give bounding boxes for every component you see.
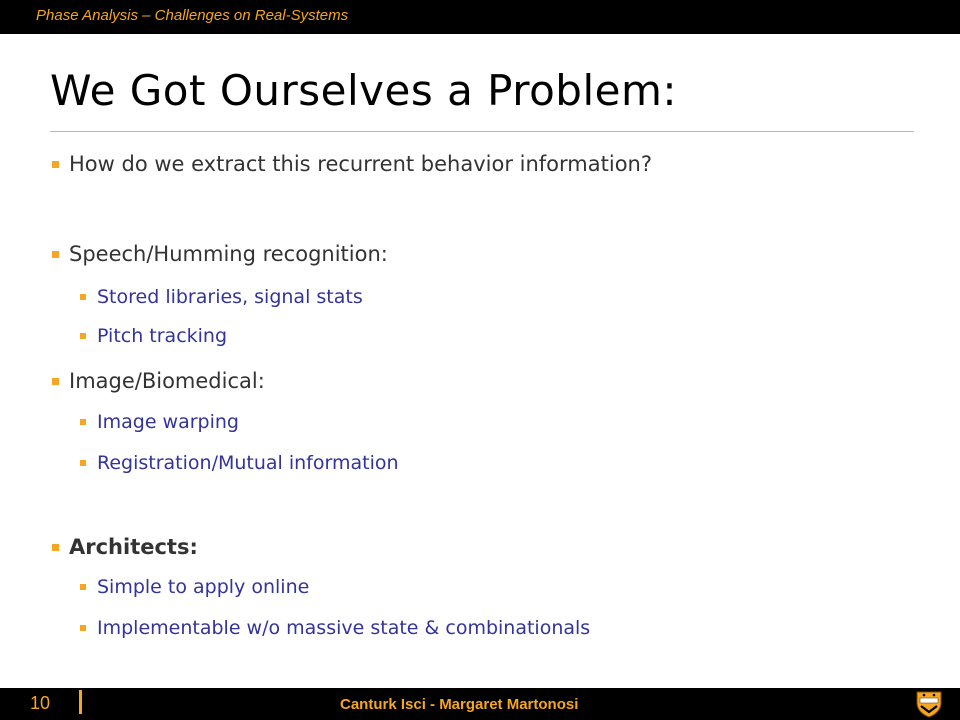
bullet-text: Architects: <box>69 535 198 559</box>
square-bullet-icon <box>80 460 86 466</box>
header-subtitle: Phase Analysis – Challenges on Real-Systems <box>36 7 349 24</box>
bullet-extract-question <box>52 152 652 176</box>
square-bullet-icon <box>80 584 86 590</box>
bullet-speech-recognition <box>52 242 388 266</box>
square-bullet-icon <box>80 294 86 300</box>
footer-authors: Canturk Isci - Margaret Martonosi <box>340 696 579 713</box>
sub-bullet-implementable <box>80 617 590 639</box>
square-bullet-icon <box>52 161 59 168</box>
sub-bullet-text: Simple to apply online <box>97 576 310 598</box>
bullet-image-biomedical <box>52 369 265 393</box>
sub-bullet-text: Pitch tracking <box>97 325 228 347</box>
square-bullet-icon <box>52 251 59 258</box>
square-bullet-icon <box>80 419 86 425</box>
sub-bullet-image-warping <box>80 411 239 433</box>
princeton-shield-icon <box>914 690 944 718</box>
sub-bullet-simple-online <box>80 576 309 598</box>
footer-bar <box>0 688 960 720</box>
sub-bullet-text: Image warping <box>97 411 239 433</box>
bullet-text: How do we extract this recurrent behavior information? <box>69 152 652 176</box>
square-bullet-icon <box>52 378 59 385</box>
title-divider <box>50 131 914 132</box>
sub-bullet-registration <box>80 452 399 474</box>
sub-bullet-text: Stored libraries, signal stats <box>97 286 363 308</box>
sub-bullet-text: Registration/Mutual information <box>97 452 399 474</box>
bullet-architects <box>52 535 198 559</box>
square-bullet-icon <box>80 625 86 631</box>
sub-bullet-stored-libraries <box>80 286 363 308</box>
sub-bullet-pitch-tracking <box>80 325 227 347</box>
slide-title: We Got Ourselves a Problem: <box>50 66 678 115</box>
header-bar <box>0 0 960 34</box>
square-bullet-icon <box>52 544 59 551</box>
footer-divider <box>79 690 82 714</box>
bullet-text: Image/Biomedical: <box>69 369 265 393</box>
page-number: 10 <box>30 693 51 713</box>
bullet-text: Speech/Humming recognition: <box>69 242 388 266</box>
square-bullet-icon <box>80 333 86 339</box>
sub-bullet-text: Implementable w/o massive state & combinationals <box>97 617 591 639</box>
